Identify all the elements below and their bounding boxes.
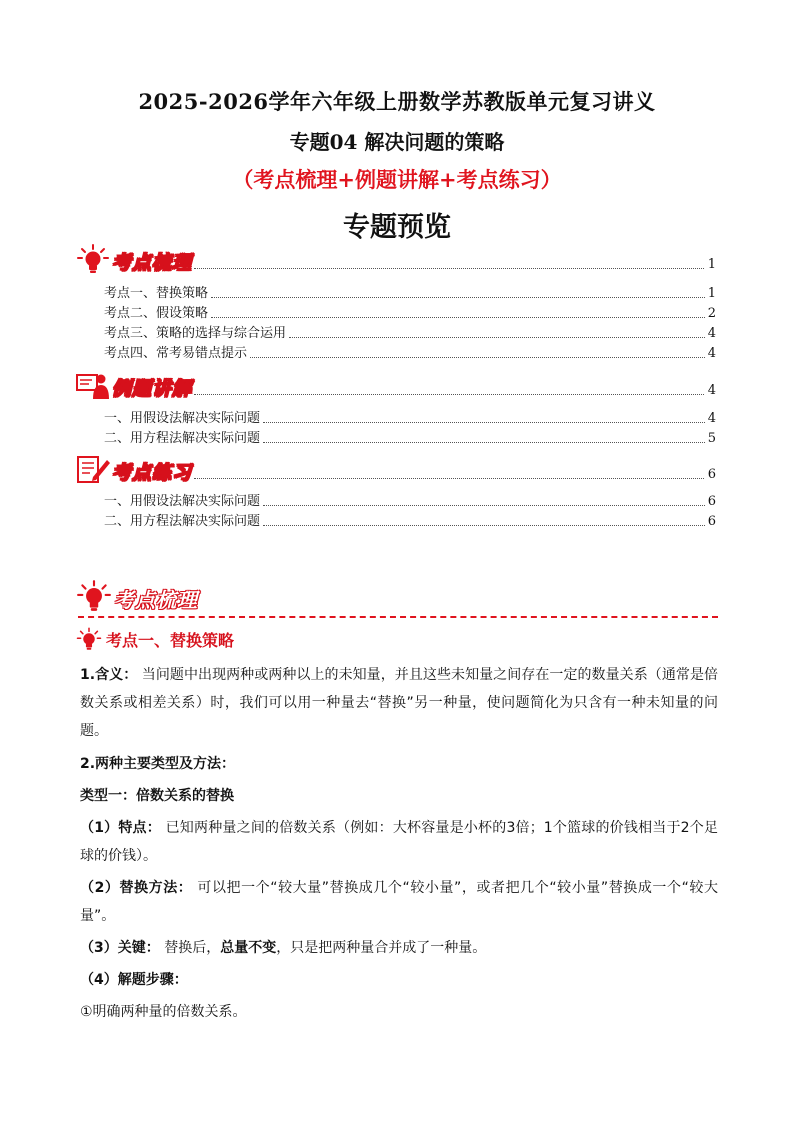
toc-heading-liti[interactable] <box>76 370 716 400</box>
toc-item[interactable]: 考点一、替换策略 1 <box>104 286 716 301</box>
toc-item[interactable]: 二、用方程法解决实际问题 6 <box>104 514 716 529</box>
notepad-pencil-icon <box>76 454 110 484</box>
lightbulb-icon <box>76 580 112 612</box>
section-divider <box>78 616 718 618</box>
toc-item[interactable]: 考点三、策略的选择与综合运用 4 <box>104 326 716 341</box>
section-heading <box>76 578 198 612</box>
paragraph-definition: 1.含义： 当问题中出现两种或两种以上的未知量，并且这些未知量之间存在一定的数量关系（通常是倍数关系或相差关系）时，我们可以用一种量去“替换”另一种量，使问题简化为只含有一种未知量的问题。 <box>80 667 719 739</box>
paragraph-method: （2）替换方法： 可以把一个“较大量”替换成几个“较小量”，或者把几个“较小量”替换成一个“较大量”。 <box>80 880 718 924</box>
lightbulb-icon <box>76 627 102 651</box>
paragraph-type-one: 类型一：倍数关系的替换 <box>80 788 234 804</box>
document-title: 2025-2026学年六年级上册数学苏教版单元复习讲义 <box>138 89 656 114</box>
paragraph-step-one: ①明确两种量的倍数关系。 <box>80 1004 247 1020</box>
paragraph-steps: （4）解题步骤： <box>80 972 188 988</box>
toc-heading-lianxi[interactable] <box>76 454 716 484</box>
toc-heading-label: 考点练习 <box>112 462 193 484</box>
lightbulb-icon <box>76 244 110 274</box>
subsection-heading-label: 考点一、替换策略 <box>106 630 235 650</box>
toc-heading-kaodian[interactable] <box>76 244 716 274</box>
toc-page-number: 4 <box>707 383 716 398</box>
paragraph-types: 2.两种主要类型及方法： <box>80 756 236 772</box>
document-subtitle: 专题04 解决问题的策略 <box>289 130 505 154</box>
paragraph-feature: （1）特点： 已知两种量之间的倍数关系（例如：大杯容量是小杯的3倍；1个篮球的价钱相当于2个足球的价钱）。 <box>80 820 718 864</box>
toc-item[interactable]: 一、用假设法解决实际问题 4 <box>104 411 716 426</box>
toc-heading-label: 考点梳理 <box>112 252 193 274</box>
toc-page-number: 1 <box>707 257 716 272</box>
toc-heading-label: 例题讲解 <box>112 378 193 400</box>
preview-heading: 专题预览 <box>343 212 451 243</box>
teacher-icon <box>76 370 110 400</box>
section-body <box>80 661 718 1026</box>
toc-item[interactable]: 二、用方程法解决实际问题 5 <box>104 431 716 446</box>
subsection-heading <box>76 624 234 654</box>
toc-page-number: 6 <box>707 467 716 482</box>
paragraph-key: （3）关键： 替换后，总量不变，只是把两种量合并成了一种量。 <box>80 940 487 956</box>
toc-item[interactable]: 考点二、假设策略 2 <box>104 306 716 321</box>
document-tagline: （考点梳理+例题讲解+考点练习） <box>232 167 562 192</box>
toc-item[interactable]: 考点四、常考易错点提示 4 <box>104 346 716 361</box>
section-heading-label: 考点梳理 <box>114 588 198 612</box>
toc-item[interactable]: 一、用假设法解决实际问题 6 <box>104 494 716 509</box>
